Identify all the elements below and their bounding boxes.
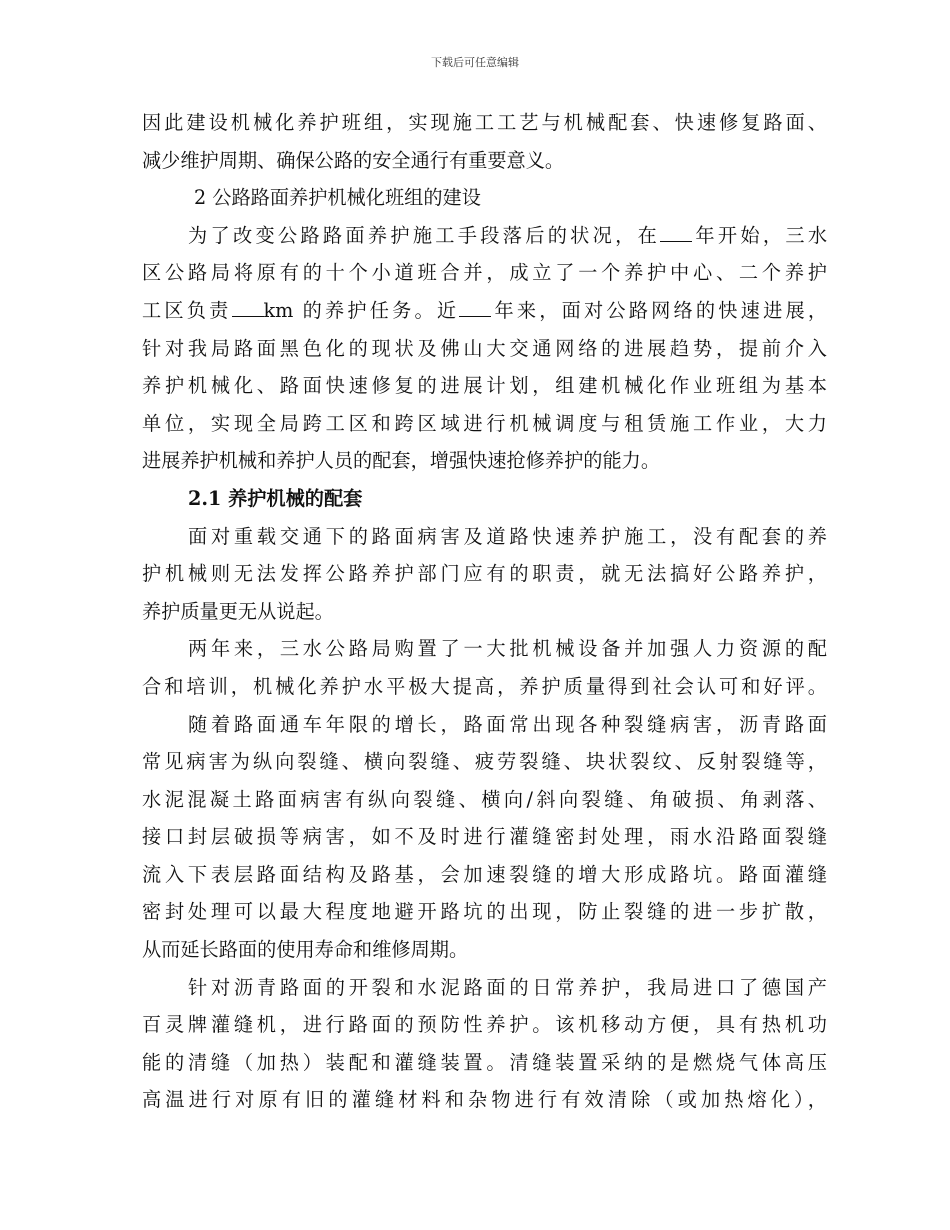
- paragraph-line: 常见病害为纵向裂缝、横向裂缝、疲劳裂缝、块状裂纹、反射裂缝等，: [142, 750, 827, 774]
- blank-underline: [660, 225, 692, 242]
- paragraph-line: 单位，实现全局跨工区和跨区域进行机械调度与租赁施工作业，大力: [142, 411, 827, 435]
- section-heading: 2 公路路面养护机械化班组的建设: [194, 186, 481, 210]
- text-run: 年来，面对公路网络的快速进展，: [491, 298, 827, 322]
- paragraph-line: 养护机械化、路面快速修复的进展计划，组建机械化作业班组为基本: [142, 374, 827, 398]
- text-run: 年开始，三水: [692, 223, 827, 247]
- paragraph-line: 高温进行对原有旧的灌缝材料和杂物进行有效清除（或加热熔化），: [142, 1088, 827, 1112]
- paragraph-line: 合和培训，机械化养护水平极大提高，养护质量得到社会认可和好评。: [142, 674, 827, 698]
- paragraph-line: [142, 217, 827, 255]
- text-run: 工区负责: [142, 298, 232, 322]
- page-header: 下载后可任意编辑: [431, 56, 519, 69]
- paragraph-line: 随着路面通车年限的增长，路面常出现各种裂缝病害，沥青路面: [188, 712, 827, 736]
- paragraph-line: 百灵牌灌缝机，进行路面的预防性养护。该机移动方便，具有热机功: [142, 1013, 827, 1037]
- blank-underline: [232, 300, 264, 317]
- paragraph-line: 流入下表层路面结构及路基，会加速裂缝的增大形成路坑。路面灌缝: [142, 862, 827, 886]
- paragraph-line: 养护质量更无从说起。: [142, 599, 334, 623]
- paragraph-line: 针对我局路面黑色化的现状及佛山大交通网络的进展趋势，提前介入: [142, 336, 827, 360]
- paragraph-line: 密封处理可以最大程度地避开路坑的出现，防止裂缝的进一步扩散，: [142, 900, 827, 924]
- paragraph-line: 接口封层破损等病害，如不及时进行灌缝密封处理，雨水沿路面裂缝: [142, 825, 827, 849]
- paragraph-line: 能的清缝（加热）装配和灌缝装置。清缝装置采纳的是燃烧气体高压: [142, 1050, 827, 1074]
- paragraph-line: 因此建设机械化养护班组，实现施工工艺与机械配套、快速修复路面、: [142, 111, 827, 134]
- paragraph-line: 水泥混凝土路面病害有纵向裂缝、横向/斜向裂缝、角破损、角剥落、: [142, 787, 827, 811]
- paragraph-line: [142, 292, 827, 330]
- paragraph-line: 针对沥青路面的开裂和水泥路面的日常养护，我局进口了德国产: [188, 975, 827, 999]
- subsection-heading: 2.1 养护机械的配套: [188, 486, 363, 510]
- paragraph-line: 减少维护周期、确保公路的安全通行有重要意义。: [142, 148, 565, 172]
- paragraph-line: 区公路局将原有的十个小道班合并，成立了一个养护中心、二个养护: [142, 261, 827, 285]
- paragraph-line: 两年来，三水公路局购置了一大批机械设备并加强人力资源的配: [188, 637, 827, 661]
- document-body: [142, 104, 827, 1119]
- paragraph-line: 进展养护机械和养护人员的配套，增强快速抢修养护的能力。: [142, 449, 661, 473]
- blank-underline: [459, 300, 491, 317]
- paragraph-line: 面对重载交通下的路面病害及道路快速养护施工，没有配套的养: [188, 524, 827, 548]
- text-run: 为了改变公路路面养护施工手段落后的状况，在: [188, 223, 661, 247]
- text-run: km 的养护任务。近: [263, 298, 460, 322]
- paragraph-line: 从而延长路面的使用寿命和维修周期。: [142, 938, 469, 962]
- paragraph-line: 护机械则无法发挥公路养护部门应有的职责，就无法搞好公路养护，: [142, 562, 827, 586]
